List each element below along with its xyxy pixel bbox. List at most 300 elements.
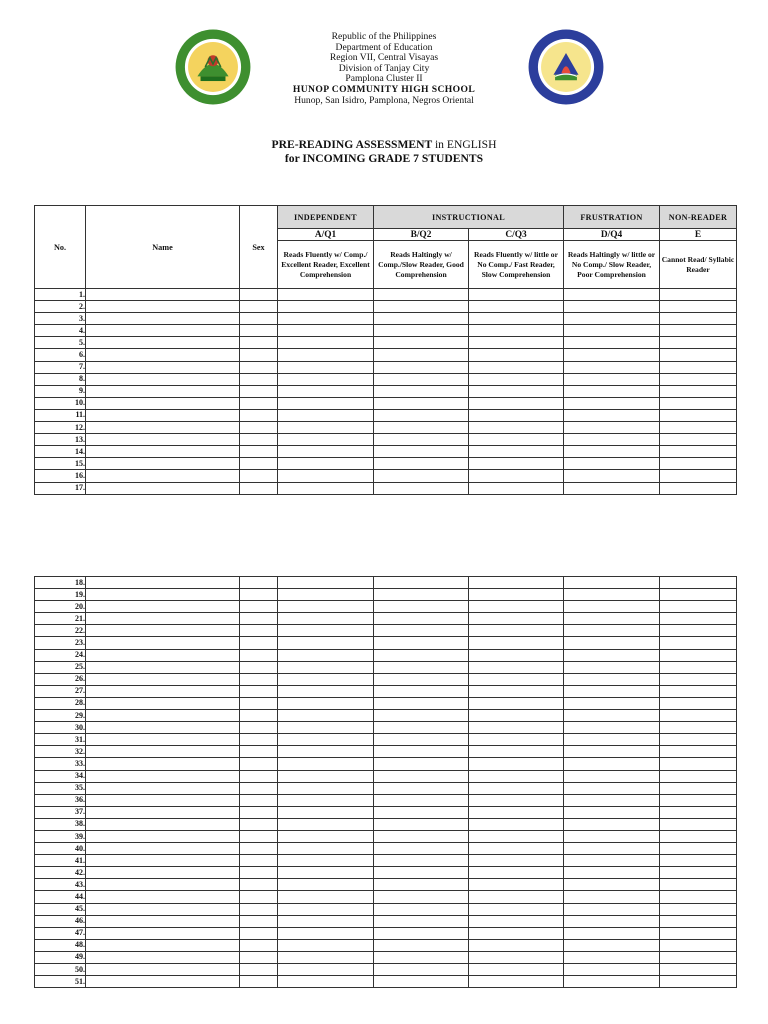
sex-cell[interactable] xyxy=(240,289,278,301)
non-reader-cell[interactable] xyxy=(660,734,737,746)
frustration-cell[interactable] xyxy=(564,385,660,397)
non-reader-cell[interactable] xyxy=(660,373,737,385)
name-cell[interactable] xyxy=(86,867,240,879)
non-reader-cell[interactable] xyxy=(660,649,737,661)
independent-cell[interactable] xyxy=(278,939,374,951)
independent-cell[interactable] xyxy=(278,794,374,806)
instructional-b-cell[interactable] xyxy=(374,843,469,855)
frustration-cell[interactable] xyxy=(564,589,660,601)
independent-cell[interactable] xyxy=(278,470,374,482)
non-reader-cell[interactable] xyxy=(660,625,737,637)
instructional-b-cell[interactable] xyxy=(374,710,469,722)
name-cell[interactable] xyxy=(86,589,240,601)
sex-cell[interactable] xyxy=(240,625,278,637)
instructional-c-cell[interactable] xyxy=(469,289,564,301)
non-reader-cell[interactable] xyxy=(660,673,737,685)
instructional-c-cell[interactable] xyxy=(469,446,564,458)
sex-cell[interactable] xyxy=(240,976,278,988)
frustration-cell[interactable] xyxy=(564,685,660,697)
non-reader-cell[interactable] xyxy=(660,337,737,349)
instructional-c-cell[interactable] xyxy=(469,697,564,709)
instructional-c-cell[interactable] xyxy=(469,613,564,625)
non-reader-cell[interactable] xyxy=(660,637,737,649)
instructional-c-cell[interactable] xyxy=(469,855,564,867)
instructional-c-cell[interactable] xyxy=(469,976,564,988)
instructional-c-cell[interactable] xyxy=(469,397,564,409)
name-cell[interactable] xyxy=(86,385,240,397)
frustration-cell[interactable] xyxy=(564,649,660,661)
sex-cell[interactable] xyxy=(240,313,278,325)
instructional-c-cell[interactable] xyxy=(469,770,564,782)
instructional-b-cell[interactable] xyxy=(374,577,469,589)
frustration-cell[interactable] xyxy=(564,625,660,637)
instructional-b-cell[interactable] xyxy=(374,434,469,446)
independent-cell[interactable] xyxy=(278,915,374,927)
frustration-cell[interactable] xyxy=(564,422,660,434)
instructional-c-cell[interactable] xyxy=(469,482,564,494)
independent-cell[interactable] xyxy=(278,589,374,601)
instructional-c-cell[interactable] xyxy=(469,458,564,470)
instructional-c-cell[interactable] xyxy=(469,673,564,685)
independent-cell[interactable] xyxy=(278,313,374,325)
name-cell[interactable] xyxy=(86,697,240,709)
sex-cell[interactable] xyxy=(240,446,278,458)
sex-cell[interactable] xyxy=(240,349,278,361)
name-cell[interactable] xyxy=(86,685,240,697)
frustration-cell[interactable] xyxy=(564,867,660,879)
frustration-cell[interactable] xyxy=(564,927,660,939)
frustration-cell[interactable] xyxy=(564,661,660,673)
instructional-c-cell[interactable] xyxy=(469,685,564,697)
sex-cell[interactable] xyxy=(240,855,278,867)
instructional-c-cell[interactable] xyxy=(469,577,564,589)
instructional-b-cell[interactable] xyxy=(374,758,469,770)
independent-cell[interactable] xyxy=(278,577,374,589)
sex-cell[interactable] xyxy=(240,951,278,963)
independent-cell[interactable] xyxy=(278,806,374,818)
frustration-cell[interactable] xyxy=(564,301,660,313)
independent-cell[interactable] xyxy=(278,373,374,385)
non-reader-cell[interactable] xyxy=(660,915,737,927)
non-reader-cell[interactable] xyxy=(660,661,737,673)
instructional-b-cell[interactable] xyxy=(374,385,469,397)
sex-cell[interactable] xyxy=(240,734,278,746)
frustration-cell[interactable] xyxy=(564,855,660,867)
instructional-b-cell[interactable] xyxy=(374,458,469,470)
independent-cell[interactable] xyxy=(278,685,374,697)
independent-cell[interactable] xyxy=(278,325,374,337)
instructional-c-cell[interactable] xyxy=(469,939,564,951)
name-cell[interactable] xyxy=(86,601,240,613)
sex-cell[interactable] xyxy=(240,722,278,734)
independent-cell[interactable] xyxy=(278,301,374,313)
sex-cell[interactable] xyxy=(240,482,278,494)
sex-cell[interactable] xyxy=(240,794,278,806)
sex-cell[interactable] xyxy=(240,337,278,349)
sex-cell[interactable] xyxy=(240,409,278,421)
non-reader-cell[interactable] xyxy=(660,361,737,373)
instructional-b-cell[interactable] xyxy=(374,976,469,988)
instructional-b-cell[interactable] xyxy=(374,661,469,673)
sex-cell[interactable] xyxy=(240,373,278,385)
instructional-b-cell[interactable] xyxy=(374,289,469,301)
instructional-b-cell[interactable] xyxy=(374,951,469,963)
instructional-c-cell[interactable] xyxy=(469,794,564,806)
frustration-cell[interactable] xyxy=(564,697,660,709)
instructional-c-cell[interactable] xyxy=(469,843,564,855)
name-cell[interactable] xyxy=(86,770,240,782)
independent-cell[interactable] xyxy=(278,409,374,421)
sex-cell[interactable] xyxy=(240,434,278,446)
instructional-c-cell[interactable] xyxy=(469,903,564,915)
name-cell[interactable] xyxy=(86,734,240,746)
instructional-b-cell[interactable] xyxy=(374,301,469,313)
non-reader-cell[interactable] xyxy=(660,782,737,794)
instructional-c-cell[interactable] xyxy=(469,589,564,601)
instructional-b-cell[interactable] xyxy=(374,409,469,421)
instructional-c-cell[interactable] xyxy=(469,722,564,734)
non-reader-cell[interactable] xyxy=(660,397,737,409)
name-cell[interactable] xyxy=(86,361,240,373)
instructional-c-cell[interactable] xyxy=(469,710,564,722)
name-cell[interactable] xyxy=(86,782,240,794)
non-reader-cell[interactable] xyxy=(660,818,737,830)
frustration-cell[interactable] xyxy=(564,613,660,625)
instructional-b-cell[interactable] xyxy=(374,964,469,976)
instructional-b-cell[interactable] xyxy=(374,734,469,746)
non-reader-cell[interactable] xyxy=(660,589,737,601)
independent-cell[interactable] xyxy=(278,289,374,301)
name-cell[interactable] xyxy=(86,577,240,589)
instructional-b-cell[interactable] xyxy=(374,625,469,637)
independent-cell[interactable] xyxy=(278,830,374,842)
sex-cell[interactable] xyxy=(240,697,278,709)
non-reader-cell[interactable] xyxy=(660,794,737,806)
frustration-cell[interactable] xyxy=(564,891,660,903)
independent-cell[interactable] xyxy=(278,649,374,661)
sex-cell[interactable] xyxy=(240,458,278,470)
instructional-b-cell[interactable] xyxy=(374,830,469,842)
non-reader-cell[interactable] xyxy=(660,313,737,325)
independent-cell[interactable] xyxy=(278,818,374,830)
independent-cell[interactable] xyxy=(278,673,374,685)
sex-cell[interactable] xyxy=(240,903,278,915)
frustration-cell[interactable] xyxy=(564,758,660,770)
instructional-c-cell[interactable] xyxy=(469,649,564,661)
instructional-c-cell[interactable] xyxy=(469,891,564,903)
non-reader-cell[interactable] xyxy=(660,722,737,734)
sex-cell[interactable] xyxy=(240,915,278,927)
non-reader-cell[interactable] xyxy=(660,976,737,988)
sex-cell[interactable] xyxy=(240,361,278,373)
name-cell[interactable] xyxy=(86,482,240,494)
non-reader-cell[interactable] xyxy=(660,758,737,770)
frustration-cell[interactable] xyxy=(564,843,660,855)
name-cell[interactable] xyxy=(86,337,240,349)
instructional-c-cell[interactable] xyxy=(469,734,564,746)
frustration-cell[interactable] xyxy=(564,637,660,649)
independent-cell[interactable] xyxy=(278,734,374,746)
frustration-cell[interactable] xyxy=(564,458,660,470)
frustration-cell[interactable] xyxy=(564,782,660,794)
frustration-cell[interactable] xyxy=(564,915,660,927)
instructional-c-cell[interactable] xyxy=(469,422,564,434)
non-reader-cell[interactable] xyxy=(660,458,737,470)
instructional-b-cell[interactable] xyxy=(374,915,469,927)
instructional-b-cell[interactable] xyxy=(374,470,469,482)
sex-cell[interactable] xyxy=(240,685,278,697)
instructional-c-cell[interactable] xyxy=(469,818,564,830)
instructional-b-cell[interactable] xyxy=(374,879,469,891)
non-reader-cell[interactable] xyxy=(660,903,737,915)
non-reader-cell[interactable] xyxy=(660,939,737,951)
instructional-b-cell[interactable] xyxy=(374,903,469,915)
sex-cell[interactable] xyxy=(240,470,278,482)
sex-cell[interactable] xyxy=(240,710,278,722)
instructional-c-cell[interactable] xyxy=(469,915,564,927)
name-cell[interactable] xyxy=(86,470,240,482)
independent-cell[interactable] xyxy=(278,697,374,709)
non-reader-cell[interactable] xyxy=(660,867,737,879)
independent-cell[interactable] xyxy=(278,385,374,397)
name-cell[interactable] xyxy=(86,939,240,951)
name-cell[interactable] xyxy=(86,673,240,685)
frustration-cell[interactable] xyxy=(564,446,660,458)
frustration-cell[interactable] xyxy=(564,722,660,734)
name-cell[interactable] xyxy=(86,818,240,830)
independent-cell[interactable] xyxy=(278,482,374,494)
sex-cell[interactable] xyxy=(240,577,278,589)
non-reader-cell[interactable] xyxy=(660,879,737,891)
instructional-b-cell[interactable] xyxy=(374,939,469,951)
sex-cell[interactable] xyxy=(240,806,278,818)
name-cell[interactable] xyxy=(86,722,240,734)
sex-cell[interactable] xyxy=(240,301,278,313)
frustration-cell[interactable] xyxy=(564,710,660,722)
frustration-cell[interactable] xyxy=(564,337,660,349)
instructional-b-cell[interactable] xyxy=(374,746,469,758)
non-reader-cell[interactable] xyxy=(660,843,737,855)
name-cell[interactable] xyxy=(86,951,240,963)
name-cell[interactable] xyxy=(86,915,240,927)
independent-cell[interactable] xyxy=(278,625,374,637)
frustration-cell[interactable] xyxy=(564,349,660,361)
instructional-c-cell[interactable] xyxy=(469,806,564,818)
instructional-c-cell[interactable] xyxy=(469,313,564,325)
sex-cell[interactable] xyxy=(240,770,278,782)
independent-cell[interactable] xyxy=(278,782,374,794)
frustration-cell[interactable] xyxy=(564,313,660,325)
independent-cell[interactable] xyxy=(278,601,374,613)
frustration-cell[interactable] xyxy=(564,577,660,589)
independent-cell[interactable] xyxy=(278,361,374,373)
independent-cell[interactable] xyxy=(278,976,374,988)
instructional-c-cell[interactable] xyxy=(469,470,564,482)
non-reader-cell[interactable] xyxy=(660,385,737,397)
name-cell[interactable] xyxy=(86,746,240,758)
name-cell[interactable] xyxy=(86,434,240,446)
non-reader-cell[interactable] xyxy=(660,770,737,782)
instructional-b-cell[interactable] xyxy=(374,637,469,649)
sex-cell[interactable] xyxy=(240,325,278,337)
independent-cell[interactable] xyxy=(278,843,374,855)
independent-cell[interactable] xyxy=(278,337,374,349)
instructional-b-cell[interactable] xyxy=(374,589,469,601)
independent-cell[interactable] xyxy=(278,722,374,734)
name-cell[interactable] xyxy=(86,903,240,915)
independent-cell[interactable] xyxy=(278,637,374,649)
instructional-c-cell[interactable] xyxy=(469,373,564,385)
name-cell[interactable] xyxy=(86,397,240,409)
name-cell[interactable] xyxy=(86,843,240,855)
instructional-b-cell[interactable] xyxy=(374,397,469,409)
instructional-c-cell[interactable] xyxy=(469,325,564,337)
instructional-b-cell[interactable] xyxy=(374,649,469,661)
independent-cell[interactable] xyxy=(278,613,374,625)
name-cell[interactable] xyxy=(86,625,240,637)
non-reader-cell[interactable] xyxy=(660,891,737,903)
name-cell[interactable] xyxy=(86,855,240,867)
frustration-cell[interactable] xyxy=(564,770,660,782)
instructional-c-cell[interactable] xyxy=(469,782,564,794)
name-cell[interactable] xyxy=(86,710,240,722)
instructional-b-cell[interactable] xyxy=(374,673,469,685)
non-reader-cell[interactable] xyxy=(660,349,737,361)
name-cell[interactable] xyxy=(86,879,240,891)
sex-cell[interactable] xyxy=(240,637,278,649)
non-reader-cell[interactable] xyxy=(660,697,737,709)
name-cell[interactable] xyxy=(86,458,240,470)
non-reader-cell[interactable] xyxy=(660,746,737,758)
sex-cell[interactable] xyxy=(240,746,278,758)
name-cell[interactable] xyxy=(86,409,240,421)
instructional-b-cell[interactable] xyxy=(374,325,469,337)
instructional-c-cell[interactable] xyxy=(469,661,564,673)
name-cell[interactable] xyxy=(86,891,240,903)
non-reader-cell[interactable] xyxy=(660,710,737,722)
frustration-cell[interactable] xyxy=(564,806,660,818)
independent-cell[interactable] xyxy=(278,879,374,891)
non-reader-cell[interactable] xyxy=(660,927,737,939)
sex-cell[interactable] xyxy=(240,830,278,842)
instructional-c-cell[interactable] xyxy=(469,625,564,637)
instructional-b-cell[interactable] xyxy=(374,818,469,830)
sex-cell[interactable] xyxy=(240,589,278,601)
sex-cell[interactable] xyxy=(240,867,278,879)
instructional-c-cell[interactable] xyxy=(469,434,564,446)
instructional-c-cell[interactable] xyxy=(469,601,564,613)
name-cell[interactable] xyxy=(86,637,240,649)
sex-cell[interactable] xyxy=(240,385,278,397)
non-reader-cell[interactable] xyxy=(660,470,737,482)
non-reader-cell[interactable] xyxy=(660,577,737,589)
instructional-c-cell[interactable] xyxy=(469,349,564,361)
non-reader-cell[interactable] xyxy=(660,685,737,697)
frustration-cell[interactable] xyxy=(564,830,660,842)
non-reader-cell[interactable] xyxy=(660,964,737,976)
instructional-c-cell[interactable] xyxy=(469,964,564,976)
independent-cell[interactable] xyxy=(278,927,374,939)
instructional-b-cell[interactable] xyxy=(374,613,469,625)
sex-cell[interactable] xyxy=(240,782,278,794)
independent-cell[interactable] xyxy=(278,903,374,915)
sex-cell[interactable] xyxy=(240,758,278,770)
instructional-c-cell[interactable] xyxy=(469,830,564,842)
frustration-cell[interactable] xyxy=(564,794,660,806)
frustration-cell[interactable] xyxy=(564,434,660,446)
non-reader-cell[interactable] xyxy=(660,409,737,421)
sex-cell[interactable] xyxy=(240,879,278,891)
instructional-b-cell[interactable] xyxy=(374,867,469,879)
sex-cell[interactable] xyxy=(240,927,278,939)
instructional-b-cell[interactable] xyxy=(374,446,469,458)
instructional-b-cell[interactable] xyxy=(374,770,469,782)
non-reader-cell[interactable] xyxy=(660,806,737,818)
instructional-b-cell[interactable] xyxy=(374,337,469,349)
instructional-c-cell[interactable] xyxy=(469,746,564,758)
instructional-c-cell[interactable] xyxy=(469,867,564,879)
independent-cell[interactable] xyxy=(278,422,374,434)
name-cell[interactable] xyxy=(86,758,240,770)
name-cell[interactable] xyxy=(86,325,240,337)
instructional-b-cell[interactable] xyxy=(374,855,469,867)
independent-cell[interactable] xyxy=(278,770,374,782)
non-reader-cell[interactable] xyxy=(660,422,737,434)
instructional-b-cell[interactable] xyxy=(374,361,469,373)
frustration-cell[interactable] xyxy=(564,397,660,409)
frustration-cell[interactable] xyxy=(564,746,660,758)
sex-cell[interactable] xyxy=(240,939,278,951)
independent-cell[interactable] xyxy=(278,710,374,722)
frustration-cell[interactable] xyxy=(564,601,660,613)
independent-cell[interactable] xyxy=(278,964,374,976)
name-cell[interactable] xyxy=(86,964,240,976)
frustration-cell[interactable] xyxy=(564,470,660,482)
frustration-cell[interactable] xyxy=(564,373,660,385)
frustration-cell[interactable] xyxy=(564,951,660,963)
independent-cell[interactable] xyxy=(278,349,374,361)
frustration-cell[interactable] xyxy=(564,734,660,746)
instructional-c-cell[interactable] xyxy=(469,758,564,770)
frustration-cell[interactable] xyxy=(564,818,660,830)
independent-cell[interactable] xyxy=(278,446,374,458)
instructional-b-cell[interactable] xyxy=(374,601,469,613)
non-reader-cell[interactable] xyxy=(660,855,737,867)
sex-cell[interactable] xyxy=(240,613,278,625)
sex-cell[interactable] xyxy=(240,649,278,661)
frustration-cell[interactable] xyxy=(564,964,660,976)
name-cell[interactable] xyxy=(86,446,240,458)
name-cell[interactable] xyxy=(86,927,240,939)
instructional-c-cell[interactable] xyxy=(469,927,564,939)
instructional-c-cell[interactable] xyxy=(469,385,564,397)
non-reader-cell[interactable] xyxy=(660,482,737,494)
sex-cell[interactable] xyxy=(240,891,278,903)
non-reader-cell[interactable] xyxy=(660,951,737,963)
name-cell[interactable] xyxy=(86,806,240,818)
frustration-cell[interactable] xyxy=(564,976,660,988)
instructional-b-cell[interactable] xyxy=(374,782,469,794)
non-reader-cell[interactable] xyxy=(660,830,737,842)
independent-cell[interactable] xyxy=(278,397,374,409)
instructional-b-cell[interactable] xyxy=(374,482,469,494)
frustration-cell[interactable] xyxy=(564,673,660,685)
instructional-b-cell[interactable] xyxy=(374,927,469,939)
independent-cell[interactable] xyxy=(278,661,374,673)
non-reader-cell[interactable] xyxy=(660,289,737,301)
name-cell[interactable] xyxy=(86,313,240,325)
sex-cell[interactable] xyxy=(240,964,278,976)
